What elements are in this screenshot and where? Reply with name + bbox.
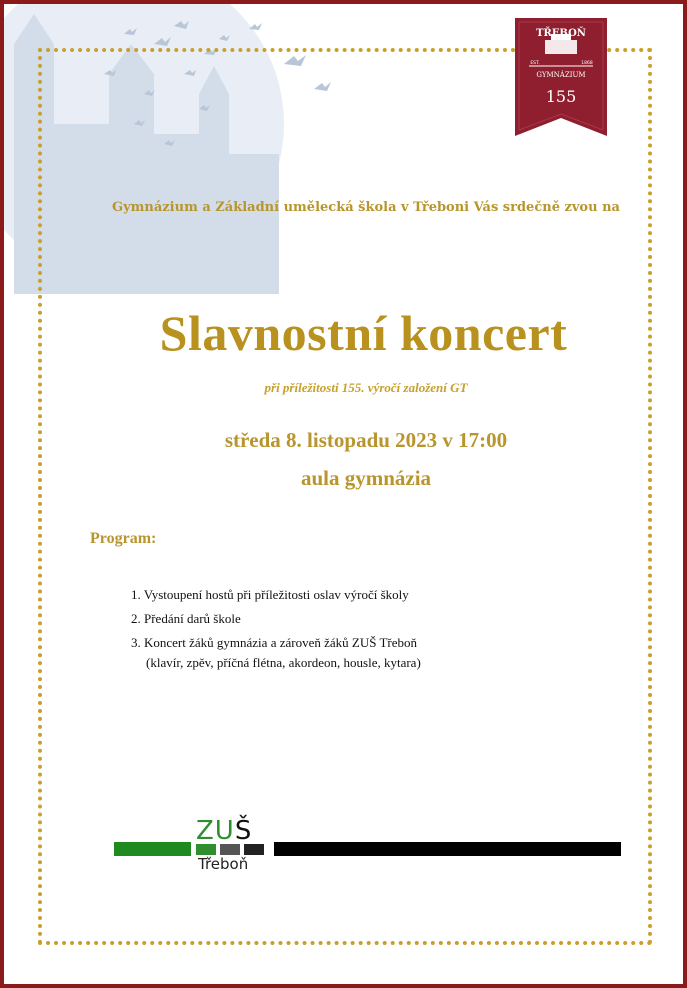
invitation-line: Gymnázium a Základní umělecká škola v Třeboni Vás srdečně zvou na (112, 200, 620, 215)
dotted-border-frame (38, 48, 652, 945)
program-item: 3. Koncert žáků gymnázia a zároveň žáků ZUŠ Třeboň (131, 635, 418, 650)
gymnazium-badge-logo (515, 18, 607, 153)
svg-text:1868: 1868 (581, 61, 593, 66)
logo-green-bar (114, 842, 191, 856)
program-item-detail: (klavír, zpěv, příčná flétna, akordeon, housle, kytara) (146, 655, 421, 670)
logo-town-text: Třeboň (198, 855, 249, 873)
program-list (131, 587, 421, 679)
program-item: 1. Vystoupení hostů při příležitosti oslav výročí školy (131, 587, 409, 602)
svg-text:TŘEBOŇ: TŘEBOŇ (536, 28, 586, 39)
program-item: 2. Předání darů škole (131, 611, 241, 626)
svg-text:155: 155 (545, 87, 577, 106)
program-heading: Program: (90, 530, 157, 547)
svg-text:EST.: EST. (530, 61, 540, 66)
event-title: Slavnostní koncert (159, 305, 568, 361)
logo-black-bar (274, 842, 621, 856)
zus-trebon-logo (114, 816, 624, 876)
event-occasion: při příležitosti 155. výročí založení GT (264, 380, 468, 395)
svg-text:GYMNÁZIUM: GYMNÁZIUM (536, 71, 586, 79)
logo-zus-text: ZUŠ (196, 816, 253, 846)
event-venue: aula gymnázia (300, 466, 432, 490)
event-date: středa 8. listopadu 2023 v 17:00 (224, 428, 508, 452)
